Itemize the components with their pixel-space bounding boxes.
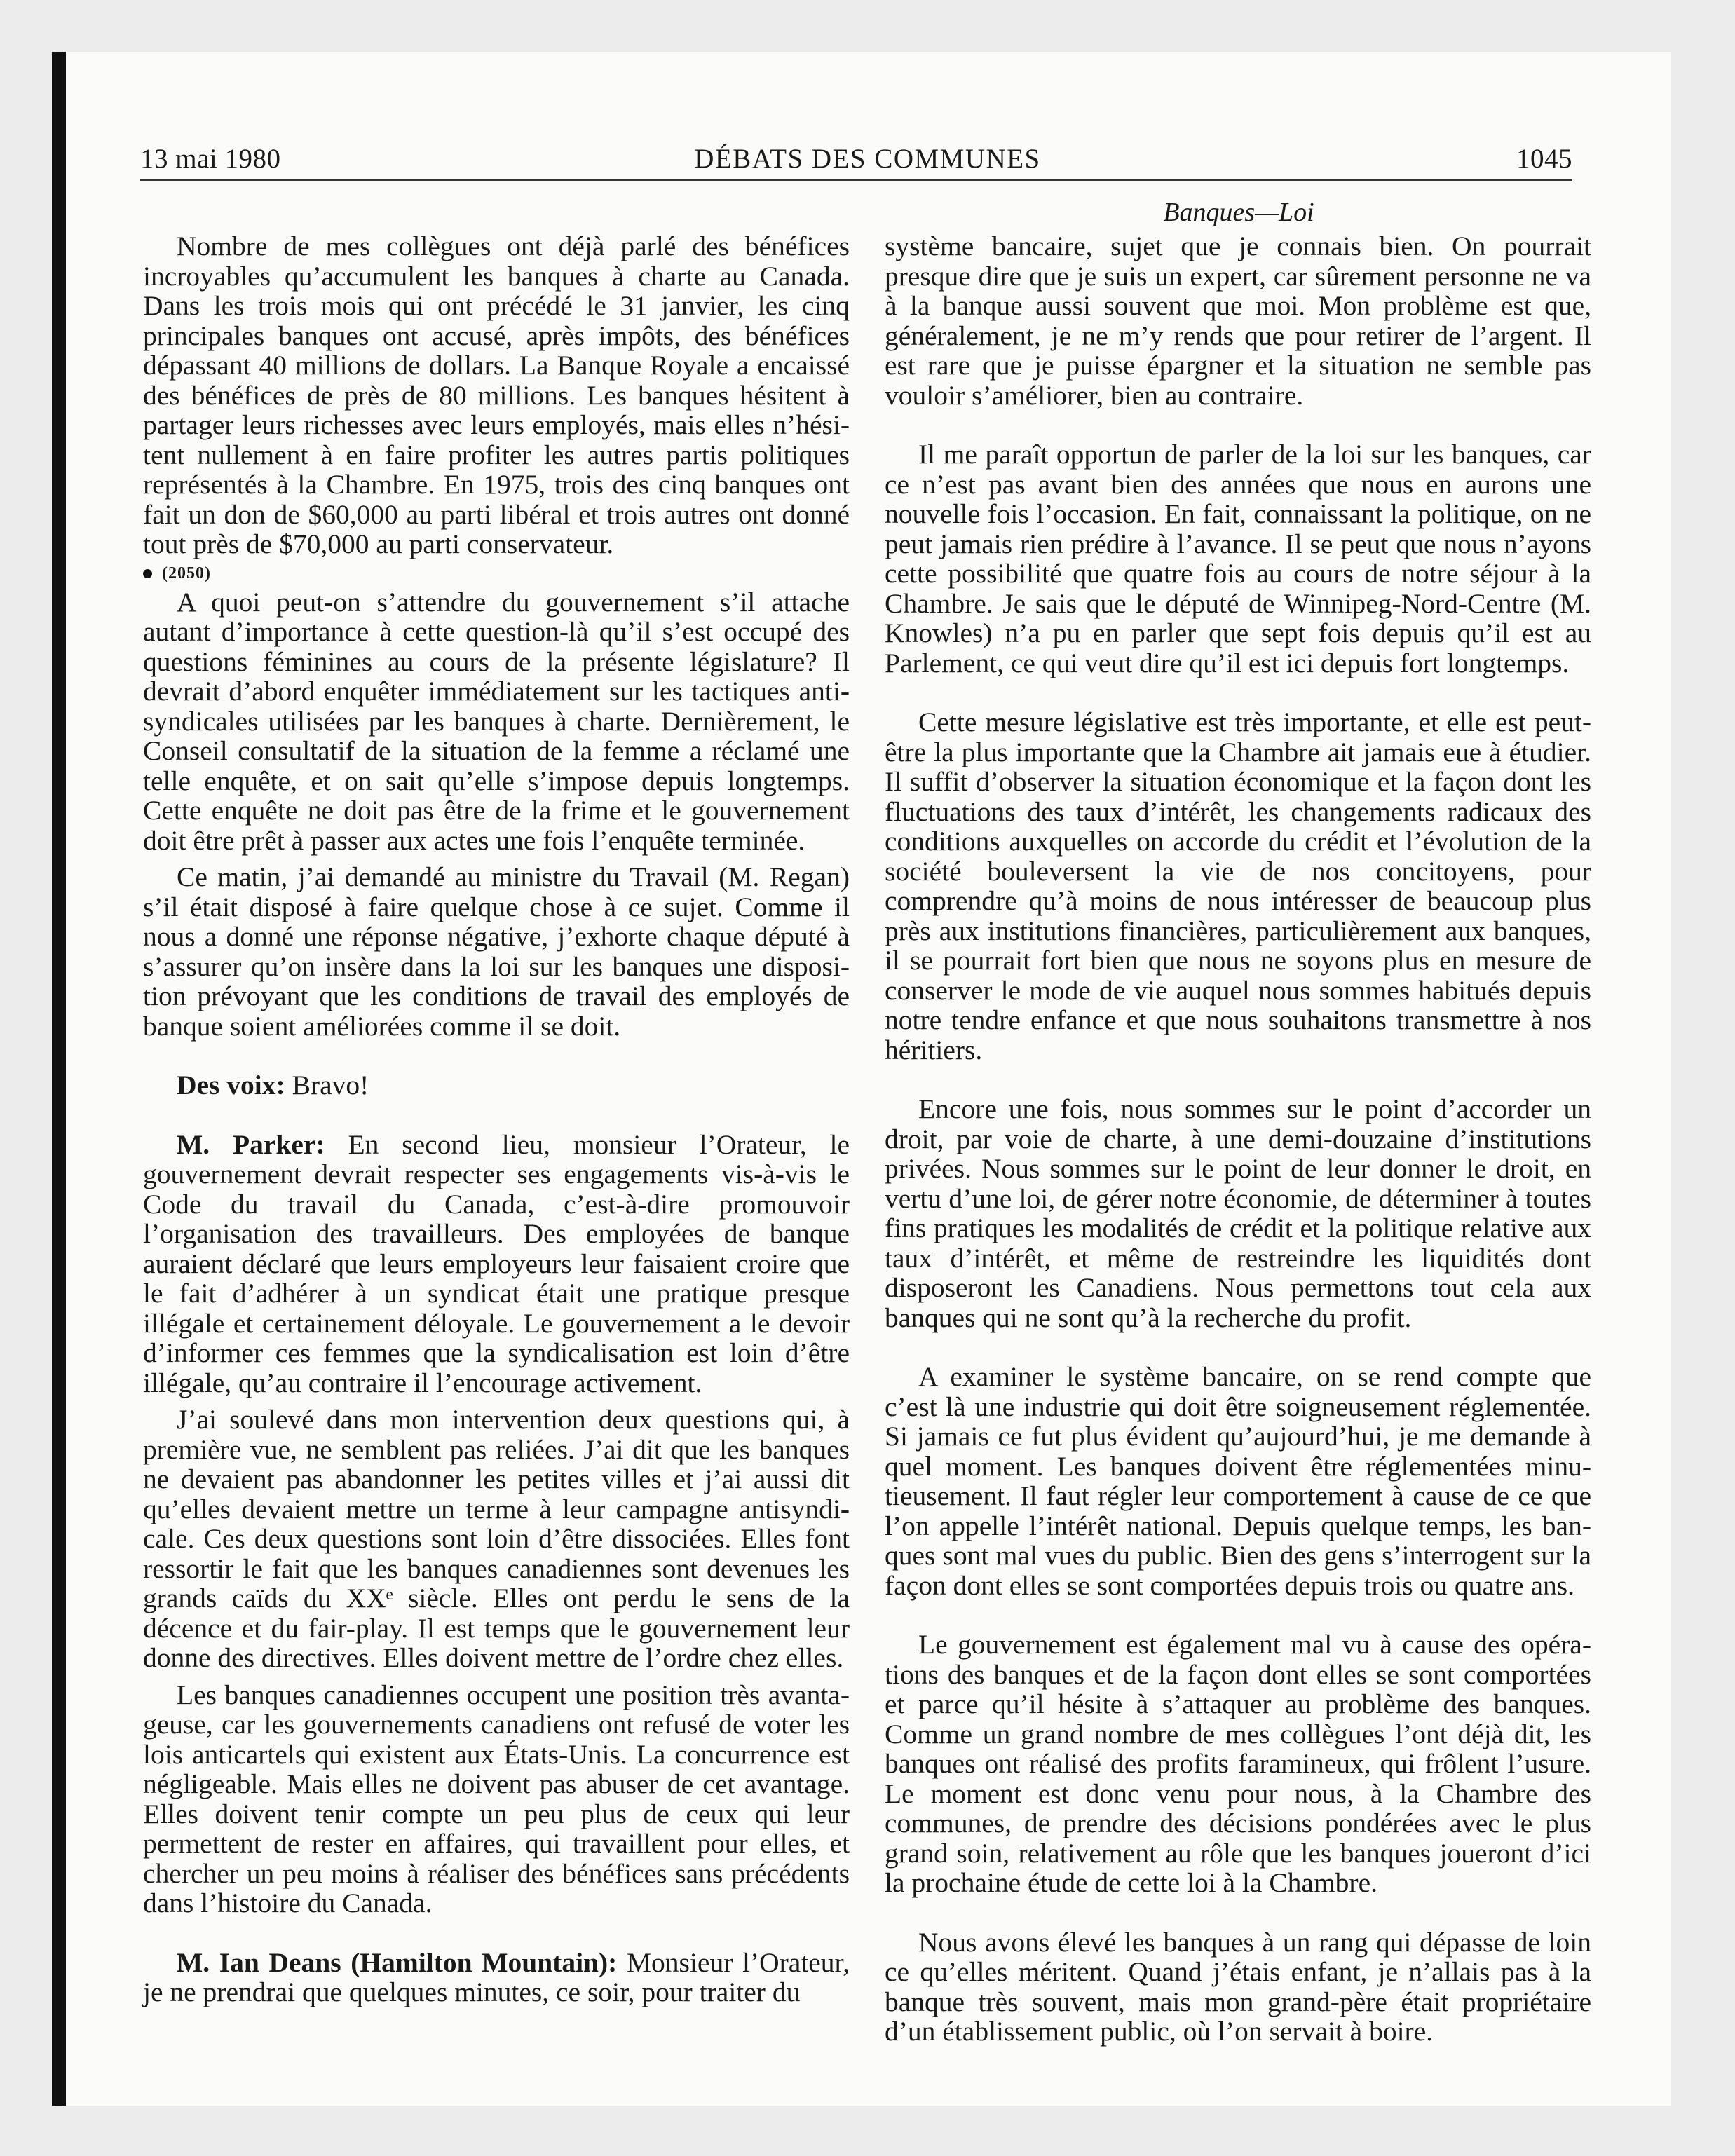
paragraph: A examiner le système bancaire, on se rend compte que c’est là une industrie qui doit être soigneusement réglementée. Si jamais ce fut plus évident qu’aujourd’hui, je me demande à quel moment. Les banques doivent être réglementées minutieusement. Il faut régler leur comportement à cause de ce que l’on appelle l’intérêt national. Depuis quelque temps, les banques sont mal vues du public. Bien des gens s’interrogent sur la façon dont elles se sont comportées depuis trois ou quatre ans. (885, 1361, 1591, 1601)
speaker-paragraph (143, 1948, 850, 2007)
running-head: Banques—Loi (1163, 198, 1314, 227)
time-marker-text: (2050) (162, 564, 211, 582)
speaker-paragraph (143, 1130, 850, 1398)
paragraph: Cette mesure législative est très importante, et elle est peut-être la plus importante que la Chambre ait jamais eue à étudier. Il suffit d’observer la situation économique et la façon dont les fluctuations des taux d’intérêt, les changements radicaux des conditions auxquelles on accorde du crédit et l’évolution de la société bouleversent la vie de nos concitoyens, pour comprendre qu’à moins de nous intéresser de beaucoup plus près aux institutions financières, particulièrement aux banques, il se pourrait fort bien que nous ne soyons plus en mesure de conserver le mode de vie auquel nous sommes habitués depuis notre tendre enfance et que nous souhaitons transmettre à nos héritiers. (885, 707, 1591, 1065)
header-title: DÉBATS DES COMMUNES (694, 144, 1041, 174)
bullet-icon (143, 569, 152, 578)
paragraph: Les banques canadiennes occupent une position très avantageuse, car les gouvernements canadiens ont refusé de voter les lois anticartels qui existent aux États-Unis. La concurrence est négligeable. Mais elles ne doivent pas abuser de cet avantage. Elles doivent tenir compte un peu plus de ceux qui leur permettent de rester en affaires, qui travaillent pour elles, et chercher un peu moins à réaliser des bénéfices sans précédents dans l’histoire du Canada. (143, 1679, 850, 1918)
left-column (143, 231, 850, 2007)
paragraph: Encore une fois, nous sommes sur le point d’accorder un droit, par voie de charte, à une demi-douzaine d’institutions privées. Nous sommes sur le point de leur donner le droit, en vertu d’une loi, de gérer notre économie, de déterminer à toutes fins pratiques les modalités de crédit et la politique relative aux taux d’intérêt, et même de restreindre les liquidités dont disposeront les Canadiens. Nous permettons tout cela aux banques qui ne sont qu’à la recherche du profit. (885, 1093, 1591, 1333)
right-column (885, 231, 1591, 2047)
binding-edge (52, 52, 66, 2106)
paragraph: Nous avons élevé les banques à un rang qui dépasse de loin ce qu’elles méritent. Quand j’étais enfant, je n’allais pas à la banque très souvent, mais mon grand-père était propriétaire d’un établissement public, où l’on servait à boire. (885, 1926, 1591, 2047)
paragraph: système bancaire, sujet que je connais bien. On pourrait presque dire que je suis un expert, car sûrement personne ne va à la banque aussi souvent que moi. Mon problème est que, généralement, je ne m’y rends que pour retirer de l’argent. Il est rare que je puisse épargner et la situation ne semble pas vouloir s’améliorer, bien au contraire. (885, 231, 1591, 411)
header-date: 13 mai 1980 (140, 144, 281, 174)
speaker-name: Des voix: (177, 1070, 285, 1100)
paragraph: A quoi peut-on s’attendre du gouvernement s’il attache autant d’importance à cette question-là qu’il s’est occupé des questions féminines au cours de la présente législature? Il devrait d’abord enquêter immédiatement sur les tactiques antisyndicales utilisées par les banques à charte. Dernièrement, le Conseil consultatif de la situation de la femme a réclamé une telle enquête, et on sait qu’elle s’impose depuis longtemps. Cette enquête ne doit pas être de la frime et le gouvernement doit être prêt à passer aux actes une fois l’enquête terminée. (143, 586, 850, 856)
paragraph: Il me paraît opportun de parler de la loi sur les banques, car ce n’est pas avant bien des années que nous en aurons une nouvelle fois l’occasion. En fait, connaissant la politique, on ne peut jamais rien prédire à l’avance. Il se peut que nous n’ayons cette possibilité que quatre fois au cours de notre séjour à la Chambre. Je sais que le député de Winnipeg-Nord-Centre (M. Knowles) n’a pu en parler que sept fois depuis qu’il est au Parlement, ce qui veut dire qu’il est ici depuis fort longtemps. (885, 439, 1591, 678)
speech-text: Bravo! (285, 1070, 369, 1100)
speech-text: Monsieur l’Orateur, je ne prendrai que quelques minutes, ce soir, pour traiter du (143, 1946, 850, 2007)
paragraph: J’ai soulevé dans mon intervention deux questions qui, à première vue, ne semblent pas reliées. J’ai dit que les banques ne devaient pas abandonner les petites villes et j’ai aussi dit qu’elles devaient mettre un terme à leur campagne antisyndicale. Ces deux questions sont loin d’être dissociées. Elles font ressortir le fait que les banques canadiennes sont devenues les grands caïds du XXᵉ siècle. Elles ont perdu le sens de la décence et du fair-play. Il est temps que le gouvernement leur donne des directives. Elles doivent mettre de l’ordre chez elles. (143, 1404, 850, 1673)
speaker-name: M. Parker: (177, 1128, 325, 1160)
header-rule (140, 179, 1572, 181)
speaker-name: M. Ian Deans (Hamilton Mountain): (177, 1946, 618, 1978)
paragraph: Le gouvernement est également mal vu à cause des opérations des banques et de la façon dont elles se sont comportées et parce qu’il hésite à s’attaquer au problème des banques. Comme un grand nombre de mes collègues l’ont déjà dit, les banques ont réalisé des profits faramineux, qui frôlent l’usure. Le moment est donc venu pour nous, à la Chambre des communes, de prendre des décisions pondérées avec le plus grand soin, relativement au rôle que les banques joueront d’ici la prochaine étude de cette loi à la Chambre. (885, 1629, 1591, 1898)
header-page-number: 1045 (1516, 144, 1572, 174)
speaker-paragraph (143, 1070, 850, 1100)
speech-text: En second lieu, monsieur l’Orateur, le gouvernement devrait respecter ses engagements vis-à-vis le Code du travail du Canada, c’est-à-dire promouvoir l’organisation des travailleurs. Des employées de banque auraient déclaré que leurs employeurs leur faisaient croire que le fait d’adhérer à un syndicat était une pratique presque illégale et certainement déloyale. Le gouvernement a le devoir d’informer ces femmes que la syndicalisation est loin d’être illégale, qu’au contraire il l’encourage activement. (143, 1128, 850, 1398)
paragraph: Ce matin, j’ai demandé au ministre du Travail (M. Regan) s’il était disposé à faire quelque chose à ce sujet. Comme il nous a donné une réponse négative, j’exhorte chaque député à s’assurer qu’on insère dans la loi sur les banques une disposition prévoyant que les conditions de travail des employés de banque soient améliorées comme il se doit. (143, 861, 850, 1042)
time-marker (143, 559, 850, 587)
paragraph: Nombre de mes collègues ont déjà parlé des bénéfices incroyables qu’accumulent les banques à charte au Canada. Dans les trois mois qui ont précédé le 31 janvier, les cinq principales banques ont accusé, après impôts, des bénéfices dépassant 40 millions de dollars. La Banque Royale a encaissé des bénéfices de près de 80 millions. Les banques hésitent à partager leurs richesses avec leurs employés, mais elles n’hésitent nullement à en faire profiter les autres partis politiques représentés à la Chambre. En 1975, trois des cinq banques ont fait un don de $60,000 au parti libéral et trois autres ont donné tout près de $70,000 au parti conservateur. (143, 231, 850, 559)
